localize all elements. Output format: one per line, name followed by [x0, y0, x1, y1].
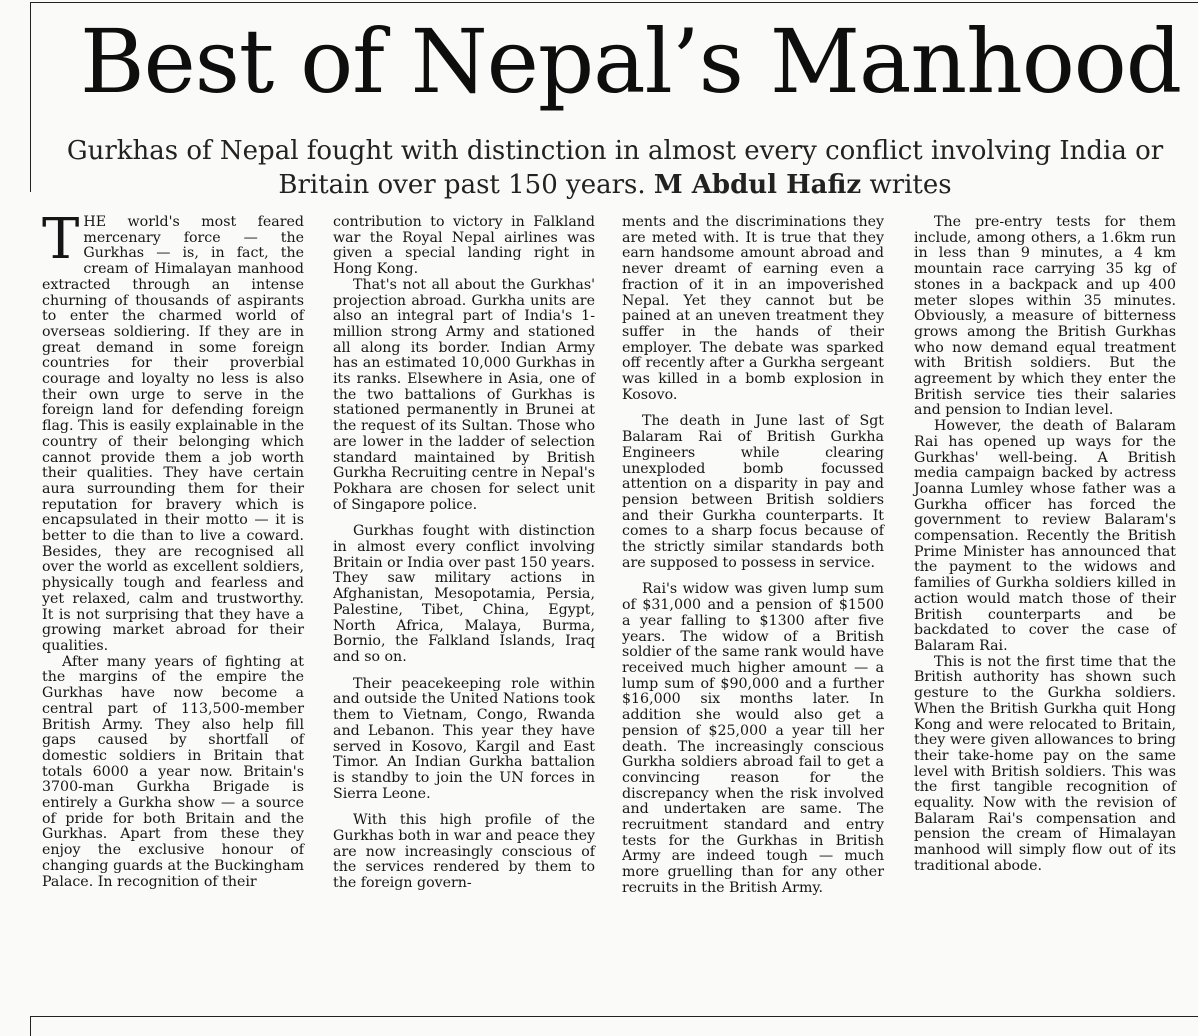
- byline: M Abdul Hafiz: [653, 170, 862, 200]
- article-column-3: [622, 215, 884, 897]
- paragraph: ments and the discriminations they are meted with. It is true that they earn handsome amount abroad and never dreamt of earning even a fraction of it in an impoverished Nepal. Yet they cannot but be pained at an uneven treatment they suffer in the hands of their employer. The debate was sparked off recently after a Gurkha sergeant was killed in a bomb explosion in Kosovo.: [622, 214, 884, 403]
- paragraph-text: HE world's most feared mercenary force — the Gurkhas — is, in fact, the cream of Himalayan manhood extracted through an intense churning of thousands of aspirants to enter the charmed world of overseas soldiering. If they are in great demand in some foreign countries for their proverbial courage and loyalty no less is also their own urge to serve in the foreign land for defending foreign flag. This is easily explainable in the country of their belonging which cannot provide them a job worth their qualities. They have certain aura surrounding them for their reputation for bravery which is encapsulated in their motto — it is better to die than to live a coward. Besides, they are recognised all over the world as excellent soldiers, physically tough and fearless and yet relaxed, calm and trustworthy. It is not surprising that they have a growing market abroad for their qualities.: [42, 214, 304, 654]
- paragraph: However, the death of Balaram Rai has opened up ways for the Gurkhas' well-being. A British media campaign backed by actress Joanna Lumley whose father was a Gurkha officer has forced the government to review Balaram's compensation. Recently the British Prime Minister has announced that the payment to the widows and families of Gurkha soldiers killed in action would match those of their British counterparts and be backdated to cover the case of Balaram Rai.: [914, 418, 1176, 654]
- paragraph: This is not the first time that the British authority has shown such gesture to the Gurkha soldiers. When the British Gurkha quit Hong Kong and were relocated to Britain, they were given allowances to bring their take-home pay on the same level with British soldiers. This was the first tangible recognition of equality. Now with the revision of Balaram Rai's compensation and pension the cream of Himalayan manhood will simply flow out of its traditional abode.: [914, 653, 1176, 874]
- drop-cap: T: [42, 207, 80, 272]
- frame-rule-top: [30, 2, 1198, 3]
- paragraph: Their peacekeeping role within and outside the United Nations took them to Vietnam, Congo, Rwanda and Lebanon. This year they have served in Kosovo, Kargil and East Timor. An Indian Gurkha battalion is standby to join the UN forces in Sierra Leone.: [333, 675, 595, 802]
- frame-rule-bottom-left: [30, 1016, 31, 1036]
- deck: [40, 134, 1190, 202]
- paragraph: With this high profile of the Gurkhas both in war and peace they are now increasingly conscious of the services rendered by them to the foreign govern-: [333, 812, 595, 892]
- paragraph: Rai's widow was given lump sum of $31,000 and a pension of $1500 a year falling to $1300 after five years. The widow of a British soldier of the same rank would have received much higher amount — a lump sum of $90,000 and a further $16,000 six months later. In addition she would also get a pension of $25,000 a year till her death. The increasingly conscious Gurkha soldiers abroad fail to get a convincing reason for the discrepancy when the risk involved and undertaken are same. The recruitment standard and entry tests for the Gurkhas in British Army are indeed tough — much more gruelling than for any other recruits in the British Army.: [622, 581, 884, 896]
- paragraph: [42, 207, 304, 655]
- deck-text: Gurkhas of Nepal fought with distinction in almost every conflict involving India or Britain over past 150 years.: [66, 136, 1164, 200]
- paragraph: The pre-entry tests for them include, among others, a 1.6km run in less than 9 minutes, a 4 km mountain race carrying 35 kg of stones in a backpack and up 400 meter slopes within 35 minutes. Obviously, a measure of bitterness grows among the British Gurkhas who now demand equal treatment with British soldiers. But the agreement by which they enter the British service ties their salaries and pension to Indian level.: [914, 214, 1176, 419]
- article-column-4: [914, 215, 1176, 875]
- paragraph: contribution to victory in Falkland war the Royal Nepal airlines was given a special landing right in Hong Kong.: [333, 214, 595, 278]
- paragraph: The death in June last of Sgt Balaram Rai of British Gurkha Engineers while clearing unexploded bomb focussed attention on a disparity in pay and pension between British soldiers and their Gurkha counterparts. It comes to a sharp focus because of the strictly similar standards both are supposed to possess in service.: [622, 413, 884, 571]
- headline: Best of Nepal’s Manhood: [80, 10, 1182, 113]
- paragraph: That's not all about the Gurkhas' projection abroad. Gurkha units are also an integral part of India's 1-million strong Army and stationed all along its border. Indian Army has an estimated 10,000 Gurkhas in its ranks. Elsewhere in Asia, one of the two battalions of Gurkhas is stationed permanently in Brunei at the request of its Sultan. Those who are lower in the ladder of selection standard maintained by British Gurkha Recruiting centre in Nepal's Pokhara are chosen for select unit of Singapore police.: [333, 276, 595, 513]
- frame-rule-bottom: [30, 1016, 1198, 1017]
- article-column-1: [42, 207, 304, 890]
- article-column-2: [333, 215, 595, 892]
- byline-suffix: writes: [869, 170, 952, 200]
- paragraph: Gurkhas fought with distinction in almost every conflict involving Britain or India over past 150 years. They saw military actions in Afghanistan, Mesopotamia, Persia, Palestine, Tibet, China, Egypt, North Africa, Malaya, Burma, Bornio, the Falkland Islands, Iraq and so on.: [333, 523, 595, 665]
- frame-rule-left: [30, 2, 31, 192]
- paragraph: After many years of fighting at the margins of the empire the Gurkhas have now become a central part of 113,500-member British Army. They also help fill gaps caused by shortfall of domestic soldiers in Britain that totals 6000 a year now. Britain's 3700-man Gurkha Brigade is entirely a Gurkha show — a source of pride for both Britain and the Gurkhas. Apart from these they enjoy the exclusive honour of changing guards at the Buckingham Palace. In recognition of their: [42, 653, 304, 890]
